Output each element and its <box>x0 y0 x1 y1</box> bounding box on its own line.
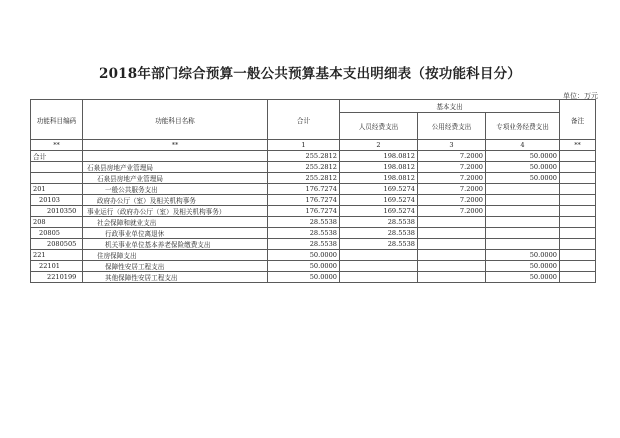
code-cell: 2010350 <box>31 205 83 216</box>
public-cell: 7.2000 <box>418 150 486 161</box>
total-cell: 50.0000 <box>268 249 340 260</box>
table-row <box>31 260 596 271</box>
public-cell <box>418 249 486 260</box>
remark-cell <box>560 183 596 194</box>
code-cell: 20103 <box>31 194 83 205</box>
index-row <box>31 140 596 151</box>
name-cell: 住房保障支出 <box>83 249 268 260</box>
header-row-top <box>31 100 596 113</box>
special-cell: 50.0000 <box>486 172 560 183</box>
public-cell: 7.2000 <box>418 183 486 194</box>
remark-cell <box>560 150 596 161</box>
personnel-cell: 169.5274 <box>340 194 418 205</box>
name-cell: 其他保障性安居工程支出 <box>83 271 268 282</box>
name-cell: 政府办公厅（室）及相关机构事务 <box>83 194 268 205</box>
remark-cell <box>560 249 596 260</box>
public-cell: 7.2000 <box>418 205 486 216</box>
code-cell: 2080505 <box>31 238 83 249</box>
total-cell: 176.7274 <box>268 205 340 216</box>
special-cell <box>486 238 560 249</box>
header-code: 功能科目编码 <box>31 100 83 140</box>
special-cell: 50.0000 <box>486 260 560 271</box>
personnel-cell <box>340 249 418 260</box>
table-row <box>31 271 596 282</box>
remark-cell <box>560 238 596 249</box>
remark-cell <box>560 271 596 282</box>
code-cell: 208 <box>31 216 83 227</box>
public-cell <box>418 216 486 227</box>
special-cell <box>486 194 560 205</box>
table-row <box>31 238 596 249</box>
code-cell: 20805 <box>31 227 83 238</box>
code-cell: 221 <box>31 249 83 260</box>
personnel-cell: 28.5538 <box>340 238 418 249</box>
index-cell: 2 <box>340 140 418 151</box>
name-cell <box>83 150 268 161</box>
code-cell <box>31 161 83 172</box>
remark-cell <box>560 216 596 227</box>
table-row <box>31 150 596 161</box>
header-name: 功能科目名称 <box>83 100 268 140</box>
personnel-cell: 169.5274 <box>340 183 418 194</box>
header-personnel: 人员经费支出 <box>340 113 418 140</box>
special-cell <box>486 216 560 227</box>
special-cell <box>486 205 560 216</box>
table-row <box>31 216 596 227</box>
header-total: 合计 <box>268 100 340 140</box>
remark-cell <box>560 205 596 216</box>
public-cell: 7.2000 <box>418 161 486 172</box>
header-basic-group: 基本支出 <box>340 100 560 113</box>
name-cell: 一般公共服务支出 <box>83 183 268 194</box>
table-row <box>31 161 596 172</box>
remark-cell <box>560 227 596 238</box>
table-row <box>31 183 596 194</box>
personnel-cell <box>340 260 418 271</box>
personnel-cell: 198.0812 <box>340 172 418 183</box>
name-cell: 石泉县房地产业管理局 <box>83 161 268 172</box>
table-row <box>31 205 596 216</box>
special-cell <box>486 183 560 194</box>
total-cell: 176.7274 <box>268 183 340 194</box>
public-cell: 7.2000 <box>418 172 486 183</box>
special-cell: 50.0000 <box>486 150 560 161</box>
name-cell: 机关事业单位基本养老保险缴费支出 <box>83 238 268 249</box>
name-cell: 石泉县房地产业管理局 <box>83 172 268 183</box>
public-cell <box>418 271 486 282</box>
code-cell: 合计 <box>31 150 83 161</box>
code-cell: 2210199 <box>31 271 83 282</box>
page-title: 2018年部门综合预算一般公共预算基本支出明细表（按功能科目分） <box>99 66 521 82</box>
total-cell: 28.5538 <box>268 238 340 249</box>
total-cell: 255.2812 <box>268 161 340 172</box>
budget-table <box>30 99 596 283</box>
personnel-cell <box>340 271 418 282</box>
code-cell <box>31 172 83 183</box>
special-cell: 50.0000 <box>486 249 560 260</box>
header-remark: 备注 <box>560 100 596 140</box>
remark-cell <box>560 194 596 205</box>
public-cell <box>418 260 486 271</box>
total-cell: 28.5538 <box>268 227 340 238</box>
header-special: 专项业务经费支出 <box>486 113 560 140</box>
index-cell: ** <box>560 140 596 151</box>
total-cell: 28.5538 <box>268 216 340 227</box>
name-cell: 社会保障和就业支出 <box>83 216 268 227</box>
personnel-cell: 28.5538 <box>340 216 418 227</box>
table-row <box>31 172 596 183</box>
index-cell: 1 <box>268 140 340 151</box>
personnel-cell: 198.0812 <box>340 150 418 161</box>
special-cell <box>486 227 560 238</box>
personnel-cell: 28.5538 <box>340 227 418 238</box>
index-cell: 4 <box>486 140 560 151</box>
table-row <box>31 194 596 205</box>
index-cell: ** <box>83 140 268 151</box>
total-cell: 50.0000 <box>268 271 340 282</box>
name-cell: 保障性安居工程支出 <box>83 260 268 271</box>
remark-cell <box>560 172 596 183</box>
public-cell: 7.2000 <box>418 194 486 205</box>
name-cell: 事业运行（政府办公厅（室）及相关机构事务） <box>83 205 268 216</box>
index-cell: 3 <box>418 140 486 151</box>
personnel-cell: 198.0812 <box>340 161 418 172</box>
remark-cell <box>560 161 596 172</box>
remark-cell <box>560 260 596 271</box>
header-public: 公用经费支出 <box>418 113 486 140</box>
unit-label: 单位：万元 <box>563 92 598 100</box>
table-row <box>31 227 596 238</box>
index-cell: ** <box>31 140 83 151</box>
code-cell: 201 <box>31 183 83 194</box>
total-cell: 255.2812 <box>268 150 340 161</box>
name-cell: 行政事业单位离退休 <box>83 227 268 238</box>
public-cell <box>418 238 486 249</box>
total-cell: 255.2812 <box>268 172 340 183</box>
total-cell: 50.0000 <box>268 260 340 271</box>
personnel-cell: 169.5274 <box>340 205 418 216</box>
total-cell: 176.7274 <box>268 194 340 205</box>
special-cell: 50.0000 <box>486 161 560 172</box>
code-cell: 22101 <box>31 260 83 271</box>
public-cell <box>418 227 486 238</box>
special-cell: 50.0000 <box>486 271 560 282</box>
table-row <box>31 249 596 260</box>
